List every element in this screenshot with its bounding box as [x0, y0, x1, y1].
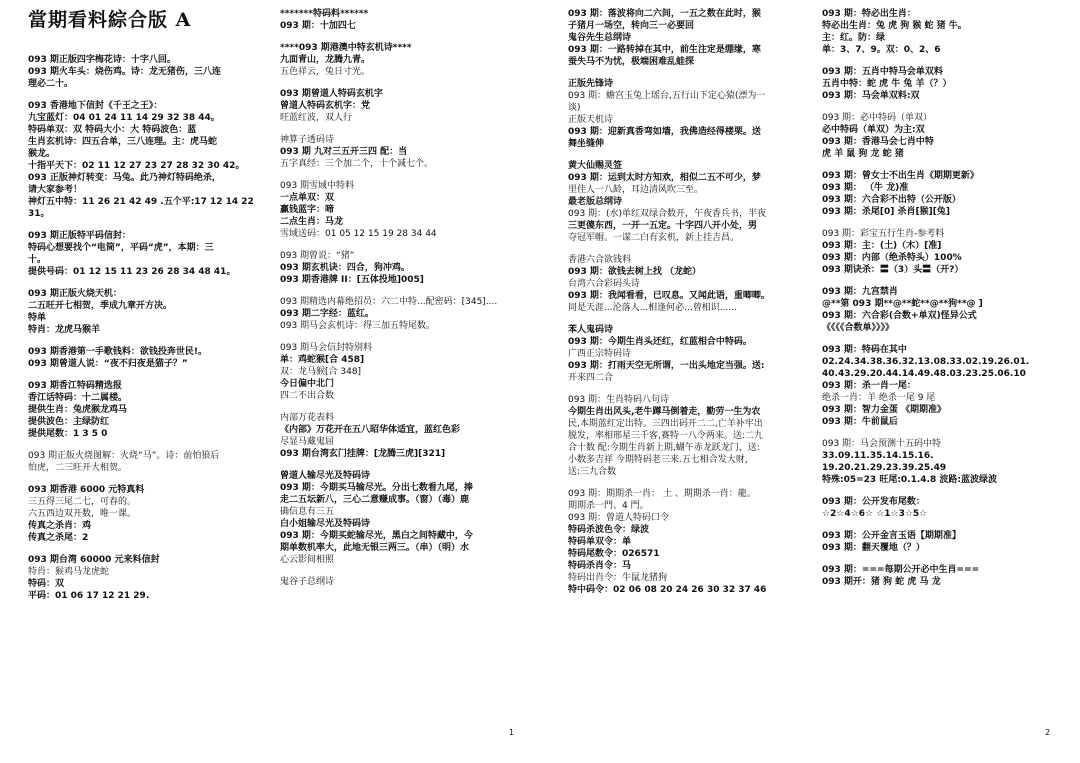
text-line: 《《《《合数单》》》》 [822, 323, 895, 333]
text-line: 香港六合欲钱料 [568, 255, 632, 265]
text-line: 小数多吉祥 今期特码老三来.五七相合发大财， [568, 455, 754, 465]
block-gap [280, 78, 535, 88]
text-line: 093 期：我闻看看，已叹息。又闻此语，重唧唧。 [568, 291, 770, 301]
text-line: 心云影间相照 [280, 555, 335, 565]
block-gap [280, 566, 535, 576]
text-line: 093 期：杀尾[0] 杀肖[猴][兔] [822, 207, 950, 217]
block-gap [822, 102, 1070, 112]
text-line: 开来四二合 [568, 373, 614, 383]
block-gap [822, 276, 1070, 286]
text-line: 093 期火车头：烧伤鸡。诗：龙无猪伤，三八连 [28, 67, 221, 77]
text-line: 怕虎，二三旺开大相贺。 [28, 463, 128, 473]
text-line: 黄大仙赐灵签 [568, 161, 623, 171]
text-line: 送:三九合数 [568, 467, 617, 477]
text-line: 093 期：智力金蛋 《期期准》 [822, 405, 947, 415]
text-line: 九宝蓝灯：04 01 24 11 14 29 32 38 44。 [28, 113, 220, 123]
text-line: 02.24.34.38.36.32.13.08.33.02.19.26.01. [822, 357, 1030, 367]
text-line: 特码心想要找个“电筒”，平码“虎”，本期：三 [28, 243, 214, 253]
text-line: 鬼谷子总纲诗 [280, 577, 335, 587]
text-block [568, 160, 830, 244]
block-gap [568, 314, 830, 324]
text-line: 093 期台湾 60000 元来料信封 [28, 555, 160, 565]
text-line: 曾道人输尽光及特码诗 [280, 471, 371, 481]
text-block [822, 286, 1070, 334]
text-line: 093 期马会玄机诗：得三加五特尾数。 [280, 321, 436, 331]
text-block [28, 380, 283, 440]
text-line: 093 期：特码在其中 [822, 345, 907, 355]
text-line: 必中特码（单双）为主:双 [822, 125, 925, 135]
text-line: 雪域送码：01 05 12 15 19 28 34 44 [280, 229, 437, 239]
text-block [822, 564, 1070, 588]
text-block [280, 250, 535, 286]
text-block [280, 342, 535, 402]
text-line: 舞坐缝伸 [568, 139, 605, 149]
text-line: 093 期：曾女士不出生肖《期期更新》 [822, 171, 979, 181]
text-line: 台湾六合彩码头诗 [568, 279, 641, 289]
text-block [28, 346, 283, 370]
text-line: 蚕失马不为忧，极端困难乱蛙探 [568, 57, 695, 67]
text-line: 093 期诀杀：〓（3）头〓（开?） [822, 265, 964, 275]
block-gap [28, 278, 283, 288]
text-line: 三更傻东西，一开一五定。十字四八开小处，男 [568, 221, 758, 231]
text-line: 生肖玄机诗：四五合单，三八连理。主：虎马蛇 [28, 137, 218, 147]
text-line: 今日偏中北门 [280, 379, 335, 389]
text-line: 最老版总纲诗 [568, 197, 623, 207]
text-block [822, 170, 1070, 218]
text-line: @**第 093 期**@**蛇**@**狗**@ ] [822, 299, 983, 309]
text-line: 《内部》万花开在五八昭华体适宜，蓝红色彩 [280, 425, 461, 435]
text-line: 内部万花表料 [280, 413, 335, 423]
text-line: 四二不出合数 [280, 391, 335, 401]
block-gap [28, 474, 283, 484]
block-gap [280, 460, 535, 470]
text-line: ☆2☆4☆6☆ ☆1☆3☆5☆ [822, 509, 928, 519]
text-line: 赢钱蓝字：啼 [280, 205, 335, 215]
text-line: 正版天机诗 [568, 115, 614, 125]
text-block [28, 54, 283, 90]
block-gap [568, 244, 830, 254]
block-gap [280, 170, 535, 180]
text-line: 提供尾数：1 3 5 0 [28, 429, 108, 439]
text-line: 093 期：一路转掉在其中，前生注定是绷缘，寒 [568, 45, 761, 55]
text-line: 093 期正版火烧图解：火烧“马”。诗：前怕狼后 [28, 451, 220, 461]
text-line: 093 期：彩宝五行生肖-参考料 [822, 229, 945, 239]
text-line: 093 期：蟾宫玉兔上瑶台,五行山下定心猿(漂为一 [568, 91, 766, 101]
block-gap [822, 486, 1070, 496]
text-line: 旺蓝红波，双人行 [280, 113, 353, 123]
text-line: 尽显马藏鬼屈 [280, 437, 335, 447]
text-block [568, 254, 830, 314]
text-block [822, 8, 1070, 56]
block-gap [280, 32, 535, 42]
text-line: 093 期：今期买蛇输尽光，黑白之间特藏中，今 [280, 531, 473, 541]
text-line: 特必出生肖：兔 虎 狗 猴 蛇 猪 牛。 [822, 21, 967, 31]
text-block [568, 8, 830, 68]
text-line: 093 期：马会单双料:双 [822, 91, 920, 101]
text-line: 夺冠军帽。一谋二白有玄机，新上挂吉昌。 [568, 233, 740, 243]
text-line: 093 期：主：(土)（木）[准] [822, 241, 942, 251]
text-line: 民,本期蓝红定出特。三四出码开二二,亡羊补牢出 [568, 419, 763, 429]
text-line: 传真之杀尾：2 [28, 533, 89, 543]
text-line: 093 期：运到太时方知欢，相似二五不可少，梦 [568, 173, 761, 183]
text-block [822, 438, 1070, 486]
block-gap [822, 160, 1070, 170]
text-line: 苯人鬼码诗 [568, 325, 614, 335]
text-line: 曾道人特码玄机字：党 [280, 101, 371, 111]
column-1 [28, 8, 283, 602]
text-line: 33.09.11.35.14.15.16. [822, 451, 934, 461]
text-block [822, 112, 1070, 160]
text-block [280, 134, 535, 170]
text-block [280, 296, 535, 332]
text-line: 广西正宗特码诗 [568, 349, 632, 359]
text-line: 093 期开：猪 狗 蛇 虎 马 龙 [822, 577, 941, 587]
text-line: 40.43.29.20.44.14.49.48.03.23.25.06.10 [822, 369, 1026, 379]
text-line: 虎 羊 鼠 狗 龙 蛇 猪 [822, 149, 904, 159]
text-line: 31。 [28, 209, 50, 219]
text-line: 093 期正版特平码信封： [28, 231, 131, 241]
text-line: 093 期 九对三五开三四 配：当 [280, 147, 408, 157]
column-4 [822, 8, 1070, 588]
text-block [568, 394, 830, 478]
text-line: 093 期： （牛 龙)准 [822, 183, 909, 193]
text-line: 九面青山，龙腾九青。 [280, 55, 371, 65]
text-line: 请大家参考！ [28, 185, 83, 195]
block-gap [822, 554, 1070, 564]
text-line: 093 期：六合彩(合数+单双)怪异公式 [822, 311, 977, 321]
text-line: 093 期：十加四七 [280, 21, 356, 31]
text-line: 093 期精选内幕绝招员：六二中特...配密码：[345].... [280, 297, 498, 307]
text-line: 十指平天下：02 11 12 27 23 27 28 32 30 42。 [28, 161, 245, 171]
text-block [28, 484, 283, 544]
text-line: 093 期：特必出生肖： [822, 9, 916, 19]
block-gap [822, 428, 1070, 438]
text-line: 提供号码：01 12 15 11 23 26 28 34 48 41。 [28, 267, 236, 277]
text-line: 093 期二字经：蓝红。 [280, 309, 374, 319]
text-line: 093 正版神灯转变：马兔。此乃神灯特码绝杀， [28, 173, 221, 183]
text-line: 特码杀波色令：绿波 [568, 525, 650, 535]
text-line: ****093 期港澳中特玄机诗**** [280, 43, 412, 53]
text-line: 093 期：五肖中特马会单双料 [822, 67, 943, 77]
block-gap [28, 90, 283, 100]
text-block [822, 66, 1070, 102]
text-line: 特殊:05=23 旺尾:0.1.4.8 波路:蓝波绿波 [822, 475, 997, 485]
text-line: 093 期：必中特码（单双） [822, 113, 933, 123]
text-line: 093 期：公开金言玉语【期期准】 [822, 531, 961, 541]
text-line: 特码：双 [28, 579, 65, 589]
text-line: 093 香港地下信封《千王之王》： [28, 101, 163, 111]
block-gap [28, 370, 283, 380]
text-line: 093 期：落波将向二六间，一五之数在此时，猴 [568, 9, 761, 19]
text-block [822, 228, 1070, 276]
text-line: 特码杀肖令：马 [568, 561, 632, 571]
text-line: 特单 [28, 313, 47, 323]
text-line: 传真之杀肖：鸡 [28, 521, 92, 531]
text-block [822, 496, 1070, 520]
text-block [28, 230, 283, 278]
text-line: 093 期香港第一手歌钱料：欲钱投奔世民!。 [28, 347, 208, 357]
text-line: 三五得三尾二七，可春的。 [28, 497, 137, 507]
text-line: 093 期：内部（绝杀特头）100% [822, 253, 962, 263]
text-line: 香江话特码：十二属楼。 [28, 393, 128, 403]
text-line: 特肖：猴鸡马龙虎蛇 [28, 567, 110, 577]
text-line: 093 期：曾道人特码口令 [568, 513, 670, 523]
text-line: 合十数 配:今期生肖新上期,蝴午赤龙跃龙门，送: [568, 443, 760, 453]
text-line: 093 期：今期买马输尽光。分出七数看九尾，捧 [280, 483, 473, 493]
text-line: 白小姐输尽光及特码诗 [280, 519, 371, 529]
column-2 [280, 8, 535, 588]
text-block [280, 42, 535, 78]
text-line: 093 期：九宫禁肖 [822, 287, 898, 297]
block-gap [822, 218, 1070, 228]
page-title: 當期看料綜合版 A [28, 9, 192, 31]
text-line: 093 期：生肖特码八句诗 [568, 395, 670, 405]
text-line: 特码单双令：单 [568, 537, 632, 547]
text-line: 里佳人一八龄，耳边清风吹三至。 [568, 185, 704, 195]
text-line: 093 期：马会预测十五码中特 [822, 439, 942, 449]
text-line: 093 期：翻天覆地（？） [822, 543, 925, 553]
text-line: 二点生肖：马龙 [280, 217, 344, 227]
block-gap [280, 286, 535, 296]
column-3 [568, 8, 830, 596]
block-gap [280, 124, 535, 134]
text-block [568, 488, 830, 596]
text-line: 19.20.21.29.23.39.25.49 [822, 463, 947, 473]
text-line: 提供生肖：兔虎猴龙鸡马 [28, 405, 128, 415]
block-gap [568, 384, 830, 394]
text-line: 093 期：公开发布尾数： [822, 497, 925, 507]
text-line: 093 期：打雨天空无所谓，一出头地定当强。送: [568, 361, 765, 371]
text-block [28, 100, 283, 220]
block-gap [280, 240, 535, 250]
text-block [822, 530, 1070, 554]
text-line: 神灯五中特：11 26 21 42 49 .五个平:17 12 14 22 [28, 197, 254, 207]
text-line: 093 期：杀一肖一尾： [822, 381, 916, 391]
text-line: 六五西边双开数，唯一课。 [28, 509, 137, 519]
block-gap [280, 402, 535, 412]
text-line: 093 期：(水)单红双绿合数开，午夜香兵书，半夜 [568, 209, 767, 219]
block-gap [822, 334, 1070, 344]
text-line: 093 期正版四字梅花诗：十字八回。 [28, 55, 176, 65]
text-block [280, 88, 535, 124]
text-line: 神算子透码诗 [280, 135, 335, 145]
block-gap [822, 56, 1070, 66]
text-line: 093 期：牛前鼠后 [822, 417, 898, 427]
text-line: 093 期香港 6000 元特真料 [28, 485, 145, 495]
text-line: 五色祥云，兔日寸光。 [280, 67, 371, 77]
text-line: 093 期曾说：“猪” [280, 251, 355, 261]
text-line: 一点单双：双 [280, 193, 335, 203]
text-line: 093 期马会信封特别料 [280, 343, 373, 353]
text-block [568, 324, 830, 384]
text-line: 093 期：迎新真香弯如墙，我佛造经得楼栗。送 [568, 127, 761, 137]
block-gap [568, 150, 830, 160]
text-line: 093 期正版火烧天机： [28, 289, 122, 299]
text-line: 093 期：期期杀一肖： 土 、期期杀一肖：龍。 [568, 489, 756, 499]
text-line: 特肖：龙虎马猴羊 [28, 325, 101, 335]
text-line: 五肖中特：蛇 虎 牛 兔 羊（？） [822, 79, 952, 89]
text-line: 猴龙。 [28, 149, 56, 159]
text-block [28, 288, 283, 336]
text-line: 期期杀一門、4 門。 [568, 501, 649, 511]
text-block [822, 344, 1070, 428]
text-line: 理必二十。 [28, 79, 74, 89]
text-line: 走二五坛新八，三心二意赚成事。（窗）（毒）鹿 [280, 495, 470, 505]
text-block [280, 180, 535, 240]
text-line: 确信息有三五 [280, 507, 335, 517]
block-gap [568, 478, 830, 488]
text-line: 子猪月一场空，转向三一必要回 [568, 21, 695, 31]
text-line: 093 期香港牌 II：[五体投地]005] [280, 275, 424, 285]
text-line: 093 期：今期生肖头还红，红蓝相合中特码。 [568, 337, 752, 347]
page-2 [540, 0, 1080, 763]
text-line: 平码：01 06 17 12 21 29. [28, 591, 150, 601]
text-line: 单：3、7、9。双：0、2、6 [822, 45, 941, 55]
text-line: 二五旺开七相贺，季成九章开方决。 [28, 301, 173, 311]
text-line: 093 期雪域中特料 [280, 181, 355, 191]
text-line: 主：红。防：绿 [822, 33, 886, 43]
block-gap [28, 336, 283, 346]
text-line: 双：龙马猴[合 348] [280, 367, 362, 377]
text-line: 五字真经：三个加二个，十个减七个。 [280, 159, 434, 169]
text-line: 提供波色：主绿防红 [28, 417, 110, 427]
text-line: 093 期：欲钱去树上找 （龙蛇） [568, 267, 702, 277]
text-line: 十。 [28, 255, 47, 265]
text-block [568, 78, 830, 150]
text-block [280, 576, 535, 588]
text-line: 093 期：六合彩不出特（公开版） [822, 195, 961, 205]
block-gap [28, 544, 283, 554]
text-block [28, 450, 283, 474]
text-line: 脱发，率相邢星三千客,赛特一八令两来。送:二九 [568, 431, 763, 441]
text-line: 特码尾数令：026571 [568, 549, 660, 559]
text-line: 鬼谷先生总纲诗 [568, 33, 632, 43]
text-block [280, 470, 535, 566]
block-gap [568, 68, 830, 78]
text-line: 093 期曾道人特码玄机字 [280, 89, 383, 99]
text-block [28, 554, 283, 602]
text-line: 093 期：香港马会七肖中特 [822, 137, 934, 147]
page-number: 1 [509, 728, 515, 737]
block-gap [280, 332, 535, 342]
text-line: 093 期：===每期公开必中生肖=== [822, 565, 980, 575]
text-line: 绝杀一肖：羊 绝杀一尾 9 尾 [822, 393, 936, 403]
text-line: 正版先锋诗 [568, 79, 614, 89]
block-gap [28, 220, 283, 230]
text-line: 093 期曾道人说：“夜不归夜是猫子？” [28, 359, 188, 369]
text-line: 特码单双：双 特码大小：大 特码波色：蓝 [28, 125, 197, 135]
text-line: 同是天涯...沦落人...相逢何必...曾相识...... [568, 303, 737, 313]
text-line: 特码出肖令：牛鼠龙猪狗 [568, 573, 668, 583]
text-line: 093 期台湾玄门挂牌：[龙腾三虎][321] [280, 449, 446, 459]
text-line: 单：鸡蛇猴[合 458] [280, 355, 365, 365]
page-number: 2 [1045, 728, 1051, 737]
text-line: 期单数机率大，此地无银三两三。（串）（明）水 [280, 543, 470, 553]
text-block [280, 8, 535, 32]
text-line: 093 期玄机诀：四合，狗冲鸡。 [280, 263, 410, 273]
text-line: 093 期香江特码精选报 [28, 381, 122, 391]
text-line: 特中码令：02 06 08 20 24 26 30 32 37 46 [568, 585, 767, 595]
text-line: 谈) [568, 103, 581, 113]
text-line: 今期生肖出风头,老牛蹲马倒着走，勤劳一生为农 [568, 407, 761, 417]
text-line: *******特码料****** [280, 9, 369, 19]
block-gap [822, 520, 1070, 530]
text-block [280, 412, 535, 460]
block-gap [28, 440, 283, 450]
